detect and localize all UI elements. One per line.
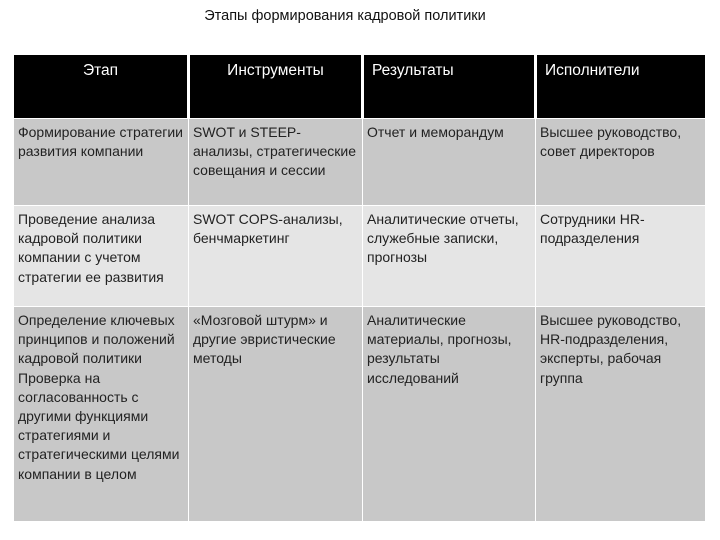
table-row	[14, 307, 706, 522]
tools-cell: SWOT COPS-анализы, бенчмаркетинг	[189, 206, 363, 307]
header-tools: Инструменты	[189, 55, 363, 119]
stage-cell: Определение ключевых принципов и положений кадровой политики Проверка на согласованность с другими функциями стратегиями и стратегическими целями компании в целом	[14, 307, 189, 522]
stages-table	[13, 54, 706, 522]
tools-cell: SWOT и STEEP-анализы, стратегические совещания и сессии	[189, 119, 363, 206]
table-header-row	[14, 55, 706, 119]
table-row	[14, 206, 706, 307]
header-stage: Этап	[14, 55, 189, 119]
results-cell: Аналитические отчеты, служебные записки, прогнозы	[363, 206, 536, 307]
stage-cell: Проведение анализа кадровой политики компании с учетом стратегии ее развития	[14, 206, 189, 307]
page-title: Этапы формирования кадровой политики	[204, 8, 486, 24]
executors-cell: Сотрудники HR-подразделения	[536, 206, 706, 307]
header-results: Результаты	[363, 55, 536, 119]
stage-cell: Формирование стратегии развития компании	[14, 119, 189, 206]
results-cell: Аналитические материалы, прогнозы, результаты исследований	[363, 307, 536, 522]
executors-cell: Высшее руководство, HR-подразделения, эксперты, рабочая группа	[536, 307, 706, 522]
table-row	[14, 119, 706, 206]
results-cell: Отчет и меморандум	[363, 119, 536, 206]
header-executors: Исполнители	[536, 55, 706, 119]
executors-cell: Высшее руководство, совет директоров	[536, 119, 706, 206]
tools-cell: «Мозговой штурм» и другие эвристические методы	[189, 307, 363, 522]
